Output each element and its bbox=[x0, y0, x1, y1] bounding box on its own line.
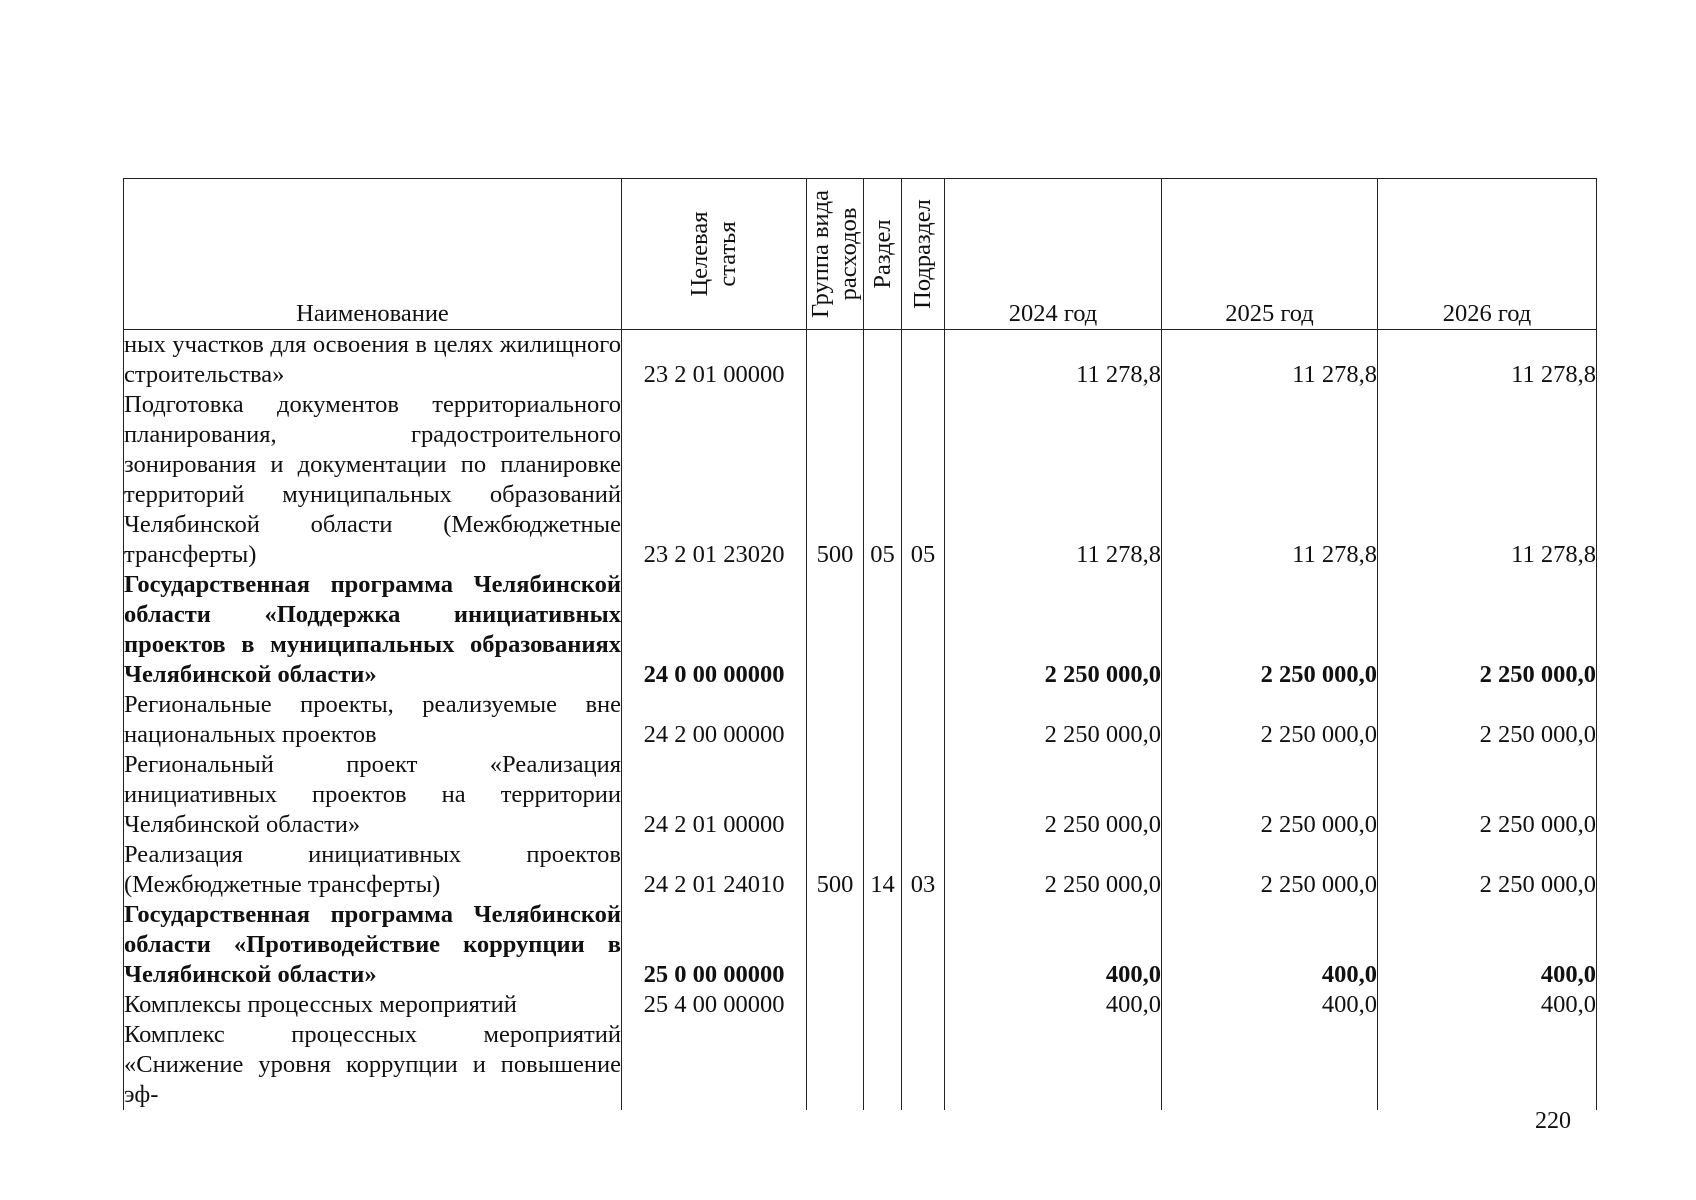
cell-2026: 2 250 000,0 bbox=[1378, 690, 1597, 750]
cell-section bbox=[864, 750, 902, 840]
cell-2024: 2 250 000,0 bbox=[945, 570, 1162, 690]
cell-name: Региональные проекты, реализуемые вне национальных проектов bbox=[124, 691, 621, 748]
cell-2025: 2 250 000,0 bbox=[1162, 840, 1378, 900]
header-expense-group bbox=[807, 179, 864, 330]
cell-subsection bbox=[902, 900, 945, 990]
cell-expense-group: 500 bbox=[807, 840, 864, 900]
cell-subsection bbox=[902, 750, 945, 840]
table-row bbox=[124, 570, 1597, 690]
header-target-article-text: Целевая статья bbox=[686, 211, 741, 297]
cell-subsection: 03 bbox=[902, 840, 945, 900]
cell-target-article: 23 2 01 00000 bbox=[622, 330, 807, 391]
cell-2026: 11 278,8 bbox=[1378, 390, 1597, 570]
budget-table bbox=[123, 178, 1597, 1110]
cell-name: Комплекс процессных мероприятий «Снижение уровня коррупции и повышение эф- bbox=[124, 1021, 621, 1108]
cell-expense-group bbox=[807, 570, 864, 690]
cell-2025: 2 250 000,0 bbox=[1162, 570, 1378, 690]
cell-section: 05 bbox=[864, 390, 902, 570]
cell-subsection: 05 bbox=[902, 390, 945, 570]
cell-subsection bbox=[902, 690, 945, 750]
header-name: Наименование bbox=[124, 179, 622, 330]
header-target-article bbox=[622, 179, 807, 330]
table-row bbox=[124, 840, 1597, 900]
cell-subsection bbox=[902, 570, 945, 690]
table-row bbox=[124, 900, 1597, 990]
header-section-text: Раздел bbox=[868, 219, 896, 289]
header-expense-group-text: Группа вида расходов bbox=[807, 189, 862, 319]
cell-2026: 2 250 000,0 bbox=[1378, 840, 1597, 900]
cell-2026: 2 250 000,0 bbox=[1378, 570, 1597, 690]
cell-2026: 400,0 bbox=[1378, 900, 1597, 990]
cell-2024: 400,0 bbox=[945, 990, 1162, 1020]
cell-target-article: 25 0 00 00000 bbox=[622, 900, 807, 990]
table-row bbox=[124, 990, 1597, 1020]
cell-2025: 11 278,8 bbox=[1162, 390, 1378, 570]
cell-2026: 2 250 000,0 bbox=[1378, 750, 1597, 840]
cell-2025: 11 278,8 bbox=[1162, 330, 1378, 391]
cell-expense-group bbox=[807, 690, 864, 750]
page-number: 220 bbox=[1535, 1108, 1571, 1134]
cell-subsection bbox=[902, 330, 945, 391]
cell-2026: 400,0 bbox=[1378, 990, 1597, 1020]
cell-section: 14 bbox=[864, 840, 902, 900]
cell-expense-group bbox=[807, 990, 864, 1020]
cell-2024 bbox=[945, 1020, 1162, 1110]
header-subsection-text: Подраздел bbox=[909, 199, 936, 309]
table-row bbox=[124, 390, 1597, 570]
cell-target-article: 24 2 00 00000 bbox=[622, 690, 807, 750]
cell-2024: 2 250 000,0 bbox=[945, 690, 1162, 750]
cell-name: Государственная программа Челябинской области «Поддержка инициативных проектов в муниципальных образованиях Челябинской области» bbox=[124, 571, 621, 688]
cell-2025: 400,0 bbox=[1162, 900, 1378, 990]
cell-section bbox=[864, 900, 902, 990]
header-2026: 2026 год bbox=[1378, 179, 1597, 330]
cell-2026 bbox=[1378, 1020, 1597, 1110]
cell-subsection bbox=[902, 1020, 945, 1110]
cell-target-article: 23 2 01 23020 bbox=[622, 390, 807, 570]
cell-target-article bbox=[622, 1020, 807, 1110]
cell-section bbox=[864, 570, 902, 690]
cell-section bbox=[864, 690, 902, 750]
cell-subsection bbox=[902, 990, 945, 1020]
cell-section bbox=[864, 330, 902, 391]
cell-2025: 2 250 000,0 bbox=[1162, 750, 1378, 840]
header-2024: 2024 год bbox=[945, 179, 1162, 330]
budget-table-page bbox=[123, 178, 1596, 1108]
cell-2026: 11 278,8 bbox=[1378, 330, 1597, 391]
cell-expense-group bbox=[807, 900, 864, 990]
cell-target-article: 24 2 01 00000 bbox=[622, 750, 807, 840]
cell-expense-group bbox=[807, 750, 864, 840]
header-subsection bbox=[902, 179, 945, 330]
table-row bbox=[124, 330, 1597, 391]
cell-section bbox=[864, 1020, 902, 1110]
header-2025: 2025 год bbox=[1162, 179, 1378, 330]
cell-2024: 2 250 000,0 bbox=[945, 750, 1162, 840]
table-row bbox=[124, 750, 1597, 840]
cell-2025: 400,0 bbox=[1162, 990, 1378, 1020]
cell-2024: 11 278,8 bbox=[945, 390, 1162, 570]
cell-name: ных участков для освоения в целях жилищного строительства» bbox=[124, 331, 621, 388]
cell-2024: 2 250 000,0 bbox=[945, 840, 1162, 900]
cell-2024: 11 278,8 bbox=[945, 330, 1162, 391]
cell-target-article: 24 0 00 00000 bbox=[622, 570, 807, 690]
cell-expense-group bbox=[807, 330, 864, 391]
header-section bbox=[864, 179, 902, 330]
cell-section bbox=[864, 990, 902, 1020]
cell-target-article: 24 2 01 24010 bbox=[622, 840, 807, 900]
cell-name: Государственная программа Челябинской области «Противодействие коррупции в Челябинской области» bbox=[124, 901, 621, 988]
cell-expense-group bbox=[807, 1020, 864, 1110]
cell-name: Подготовка документов территориального планирования, градостроительного зонирования и документации по планировке территорий муниципальных образований Челябинской области (Межбюджетные трансферты) bbox=[124, 391, 621, 568]
cell-2024: 400,0 bbox=[945, 900, 1162, 990]
table-header-row bbox=[124, 179, 1597, 330]
cell-target-article: 25 4 00 00000 bbox=[622, 990, 807, 1020]
table-body bbox=[124, 330, 1597, 1111]
cell-2025 bbox=[1162, 1020, 1378, 1110]
cell-name: Региональный проект «Реализация инициативных проектов на территории Челябинской области» bbox=[124, 751, 621, 838]
table-row bbox=[124, 690, 1597, 750]
cell-name: Реализация инициативных проектов (Межбюджетные трансферты) bbox=[124, 841, 621, 898]
cell-expense-group: 500 bbox=[807, 390, 864, 570]
cell-2025: 2 250 000,0 bbox=[1162, 690, 1378, 750]
cell-name: Комплексы процессных мероприятий bbox=[124, 990, 622, 1020]
table-row bbox=[124, 1020, 1597, 1110]
